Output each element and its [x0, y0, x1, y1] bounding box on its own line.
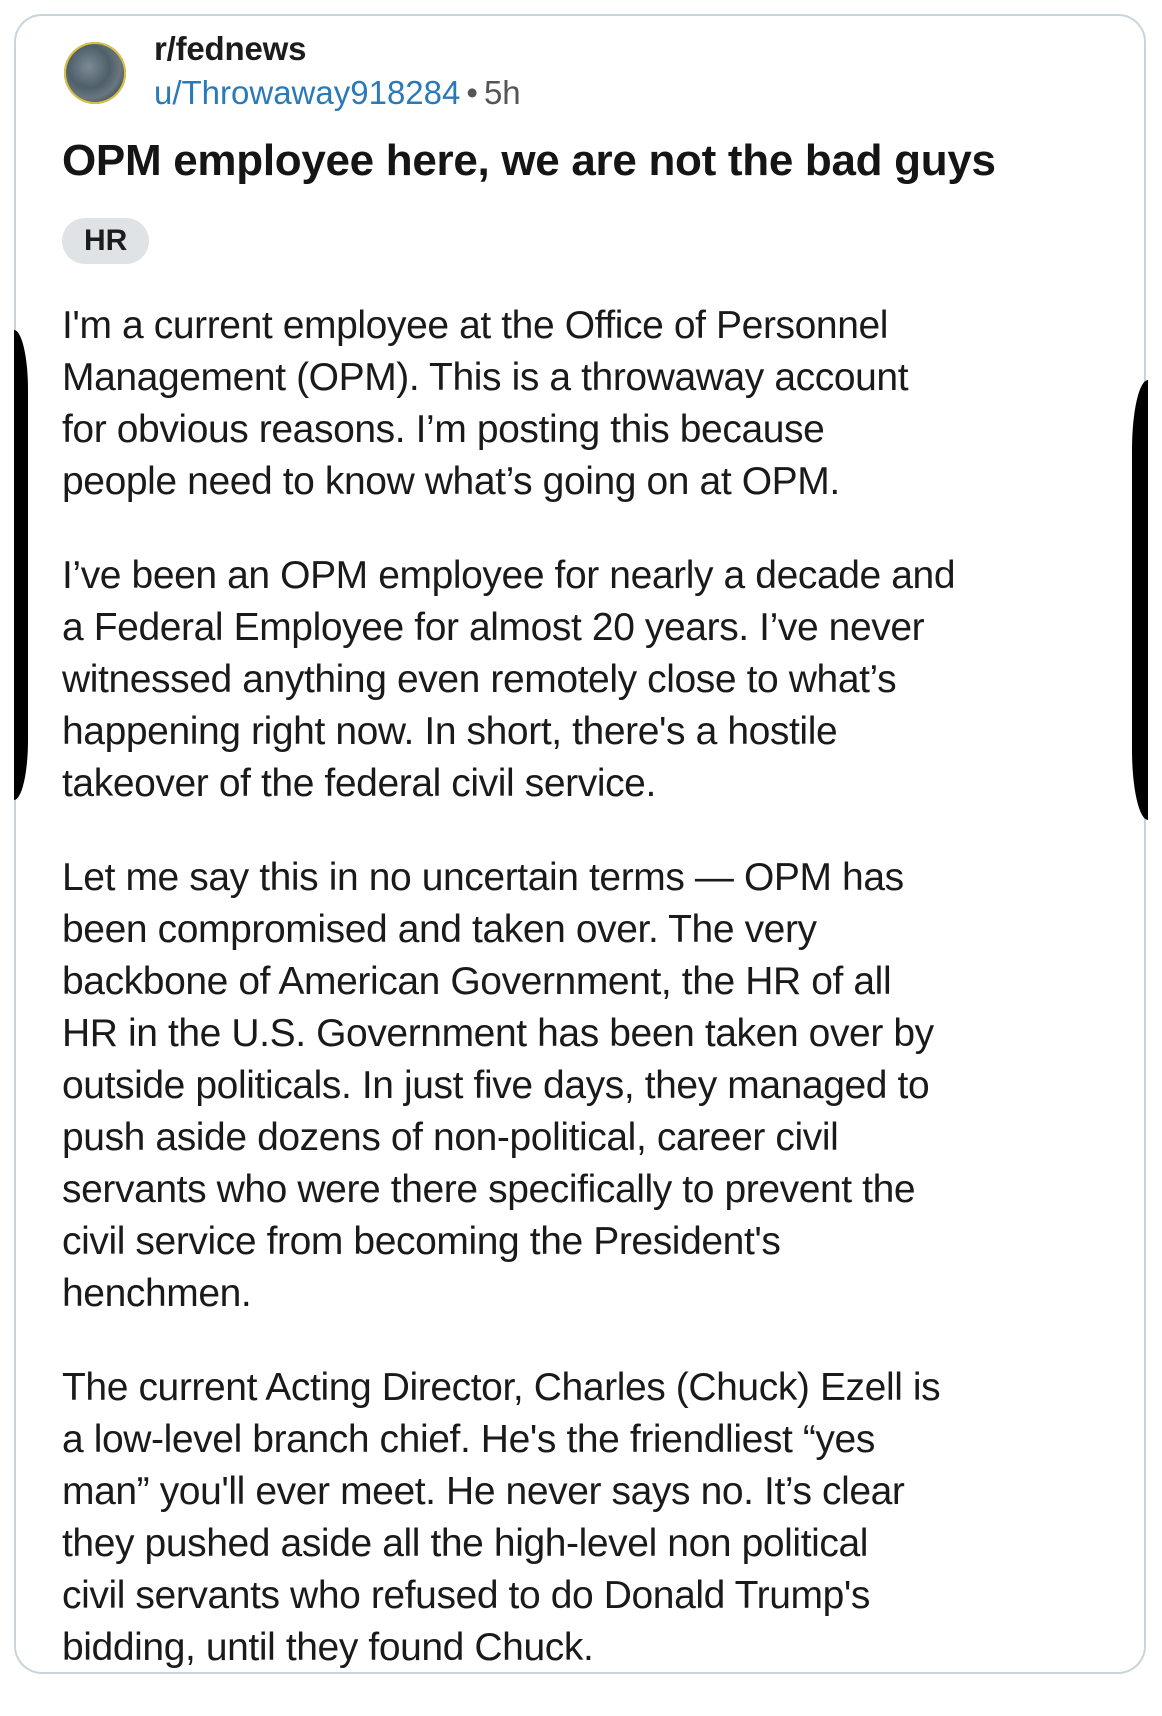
body-line: HR in the U.S. Government has been taken over by: [62, 1012, 934, 1055]
body-line: a low-level branch chief. He's the friendliest “yes: [62, 1418, 875, 1461]
body-line: Management (OPM). This is a throwaway account: [62, 356, 909, 399]
post-title[interactable]: OPM employee here, we are not the bad guys: [62, 136, 996, 185]
paragraph-3: [62, 852, 1122, 1320]
body-line: The current Acting Director, Charles (Chuck) Ezell is: [62, 1366, 941, 1409]
phone-edge-left: [14, 330, 28, 800]
body-line: civil service from becoming the President's: [62, 1220, 781, 1263]
body-line: for obvious reasons. I’m posting this because: [62, 408, 825, 451]
body-line: Let me say this in no uncertain terms — OPM has: [62, 856, 904, 899]
author-link[interactable]: u/Throwaway918284: [154, 74, 461, 111]
body-line: civil servants who refused to do Donald Trump's: [62, 1574, 871, 1617]
body-line: push aside dozens of non-political, career civil: [62, 1116, 839, 1159]
flair-badge[interactable]: HR: [62, 218, 149, 264]
subreddit-avatar-icon[interactable]: [64, 42, 126, 104]
body-line: bidding, until they found Chuck.: [62, 1626, 594, 1669]
paragraph-1: [62, 300, 1122, 508]
body-line: they pushed aside all the high-level non political: [62, 1522, 869, 1565]
paragraph-2: [62, 550, 1122, 810]
body-line: servants who were there specifically to prevent the: [62, 1168, 916, 1211]
paragraph-4: [62, 1362, 1122, 1674]
body-line: outside politicals. In just five days, they managed to: [62, 1064, 930, 1107]
subreddit-link[interactable]: r/fednews: [154, 30, 307, 67]
body-line: people need to know what’s going on at OPM.: [62, 460, 840, 503]
body-line: henchmen.: [62, 1272, 252, 1315]
post-body: [62, 300, 1122, 1716]
body-line: a Federal Employee for almost 20 years. I’ve never: [62, 606, 925, 649]
body-line: happening right now. In short, there's a hostile: [62, 710, 838, 753]
body-line: man” you'll ever meet. He never says no. It’s clear: [62, 1470, 905, 1513]
body-line: I’ve been an OPM employee for nearly a decade and: [62, 554, 956, 597]
body-line: I'm a current employee at the Office of Personnel: [62, 304, 889, 347]
body-line: takeover of the federal civil service.: [62, 762, 656, 805]
post-age: 5h: [483, 74, 521, 111]
body-line: backbone of American Government, the HR of all: [62, 960, 892, 1003]
body-line: witnessed anything even remotely close to what’s: [62, 658, 897, 701]
post-meta: [154, 74, 521, 112]
phone-edge-right: [1132, 380, 1148, 820]
meta-separator: •: [466, 74, 478, 111]
body-line: been compromised and taken over. The very: [62, 908, 817, 951]
